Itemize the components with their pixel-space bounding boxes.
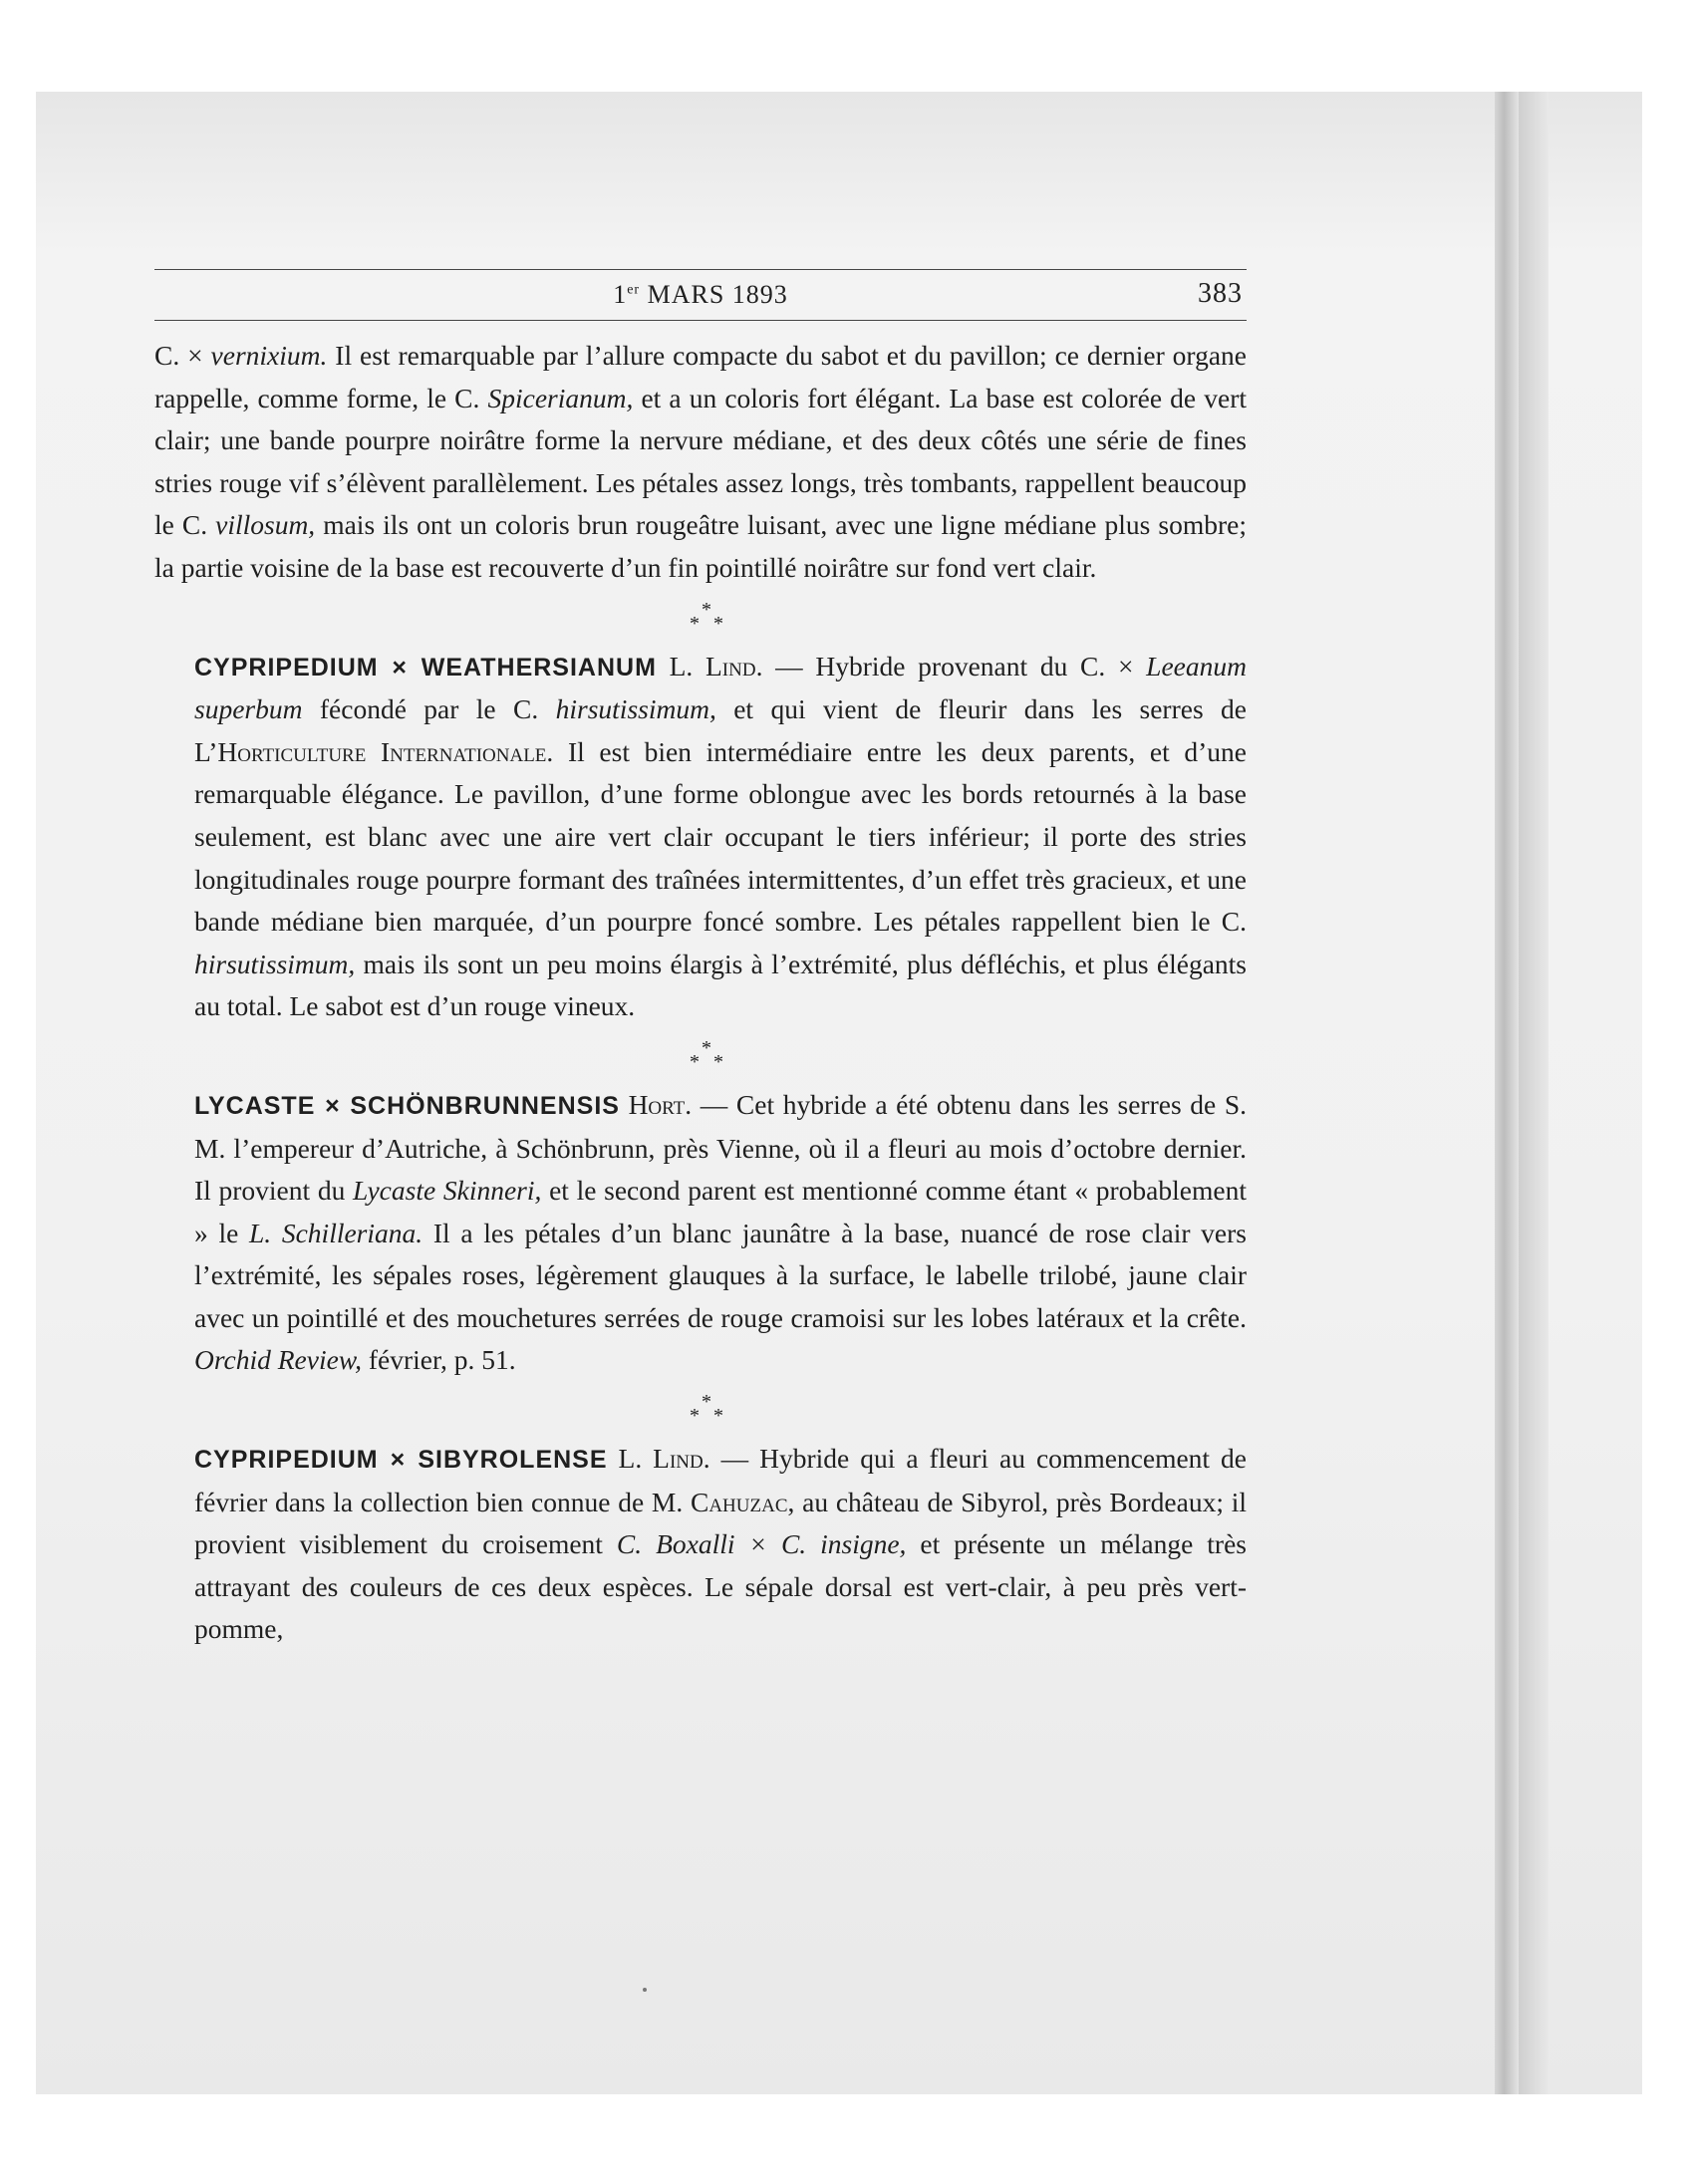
header-date — [613, 280, 788, 310]
section-heading: LYCASTE × SCHÖNBRUNNENSIS — [194, 1091, 620, 1120]
text-run: et le second parent est mentionné comme étant « probablement » le — [194, 1175, 1247, 1248]
asterisk: * — [690, 1405, 700, 1428]
asterisk: * — [702, 1036, 711, 1059]
text-run-italic: hirsutissimum, — [194, 948, 356, 979]
paragraph-schonbrunnensis — [154, 1084, 1247, 1382]
page-number: 383 — [1198, 278, 1243, 309]
text-run: Il a les pétales d’un blanc jaunâtre à la base, nuancé de rose clair vers l’extrémité, les sépales roses, légèrement glauques à la surface, le labelle trilobé, jaune clair avec un pointillé et des mouchetures serrées de rouge cramoisi sur les lobes latéraux et la crête. — [194, 1217, 1247, 1333]
text-run-italic: Spicerianum, — [487, 382, 634, 413]
header-bottom-rule — [154, 320, 1247, 321]
section-separator — [154, 590, 1247, 646]
text-run: et a un coloris fort élégant. La base est colorée de vert clair; une bande pourpre noirâtre forme la nervure médiane, et des deux côtés une série de fines stries rouge vif s’élèvent parallèlement. Les pétales assez longs, très tombants, rappellent beaucoup le C. — [154, 382, 1247, 541]
text-run: et qui vient de fleurir dans les serres de — [715, 693, 1248, 725]
text-run: — Cet hybride a été obtenu dans les serres de S. M. l’empereur d’Autriche, à Schönbrunn, près Vienne, où il a fleuri au mois d’octobre dernier. Il provient du — [194, 1088, 1248, 1207]
author-abbrev: Hort. — [619, 1088, 693, 1120]
asterisk: * — [713, 1050, 723, 1073]
page-edge-shadow — [1495, 92, 1519, 2094]
text-run-italic: vernixium. — [210, 340, 328, 371]
text-run: et présente un mélange très attrayant des couleurs de ces deux espèces. Le sépale dorsal est vert-clair, à peu près vert-pomme, — [194, 1528, 1247, 1645]
asterisk: * — [702, 1391, 711, 1414]
section-heading: CYPRIPEDIUM × WEATHERSIANUM — [194, 653, 657, 682]
asterisk: * — [713, 612, 723, 635]
section-heading: CYPRIPEDIUM × SIBYROLENSE — [194, 1446, 608, 1475]
text-run: au château de Sibyrol, près Bordeaux; il provient visiblement du croisement — [194, 1486, 1247, 1560]
paragraph-weathersianum — [154, 646, 1247, 1028]
ink-speck — [643, 1988, 647, 1992]
date-month-year: MARS 1893 — [640, 280, 788, 309]
text-run-italic: Orchid Review, — [194, 1344, 362, 1376]
text-run-italic: Lycaste Skinneri, — [353, 1175, 542, 1207]
paragraph-sibyrolense — [154, 1438, 1247, 1651]
text-run-italic: hirsutissimum, — [555, 693, 716, 725]
text-run: mais ils sont un peu moins élargis à l’extrémité, plus défléchis, et plus élégants au total. Le sabot est d’un rouge vineux. — [194, 948, 1247, 1022]
person-name: Cahuzac, — [690, 1486, 795, 1517]
text-run: — Hybride provenant du C. × — [762, 650, 1147, 682]
page-text-block — [154, 269, 1247, 1651]
date-day: 1 — [613, 280, 628, 309]
text-run: février, p. 51. — [362, 1344, 516, 1376]
institution-name: L’Horticulture Internationale. — [194, 735, 554, 767]
asterisk: * — [702, 598, 711, 621]
date-sup: er — [627, 282, 641, 298]
text-run-italic: C. Boxalli × C. insigne, — [616, 1528, 907, 1560]
text-run-italic: villosum, — [215, 509, 316, 541]
text-run: C. × — [154, 340, 211, 371]
section-separator — [154, 1382, 1247, 1438]
author-abbrev: L. Lind. — [607, 1443, 710, 1475]
text-run: fécondé par le C. — [302, 693, 556, 725]
text-run: — Hybride qui a fleuri au commencement de février dans la collection bien connue de M. — [194, 1443, 1248, 1517]
text-run: Il est bien intermédiaire entre les deux parents, et d’une remarquable élégance. Le pavillon, d’une forme oblongue avec les bords retournés à la base seulement, est blanc avec une aire vert clair occupant le tiers inférieur; il porte des stries longitudinales rouge pourpre formant des traînées intermittentes, d’un effet très gracieux, et une bande médiane bien marquée, d’un pourpre foncé sombre. Les pétales rappellent bien le C. — [194, 735, 1247, 938]
running-header — [154, 270, 1247, 320]
asterisk: * — [690, 1050, 700, 1073]
section-separator — [154, 1028, 1247, 1084]
text-run-italic: L. Schilleriana. — [248, 1217, 423, 1248]
page-edge-fold — [1519, 92, 1549, 2094]
asterisk: * — [713, 1405, 723, 1428]
asterisk: * — [690, 612, 700, 635]
author-abbrev: L. Lind. — [656, 650, 763, 682]
paragraph-vernixium — [154, 335, 1247, 590]
text-run-italic: Leeanum superbum — [194, 650, 1247, 725]
text-run: Il est remarquable par l’allure compacte du sabot et du pavillon; ce dernier organe rappelle, comme forme, le C. — [154, 340, 1247, 413]
text-run: mais ils ont un coloris brun rougeâtre luisant, avec une ligne médiane plus sombre; la partie voisine de la base est recouverte d’un fin pointillé noirâtre sur fond vert clair. — [154, 509, 1247, 583]
